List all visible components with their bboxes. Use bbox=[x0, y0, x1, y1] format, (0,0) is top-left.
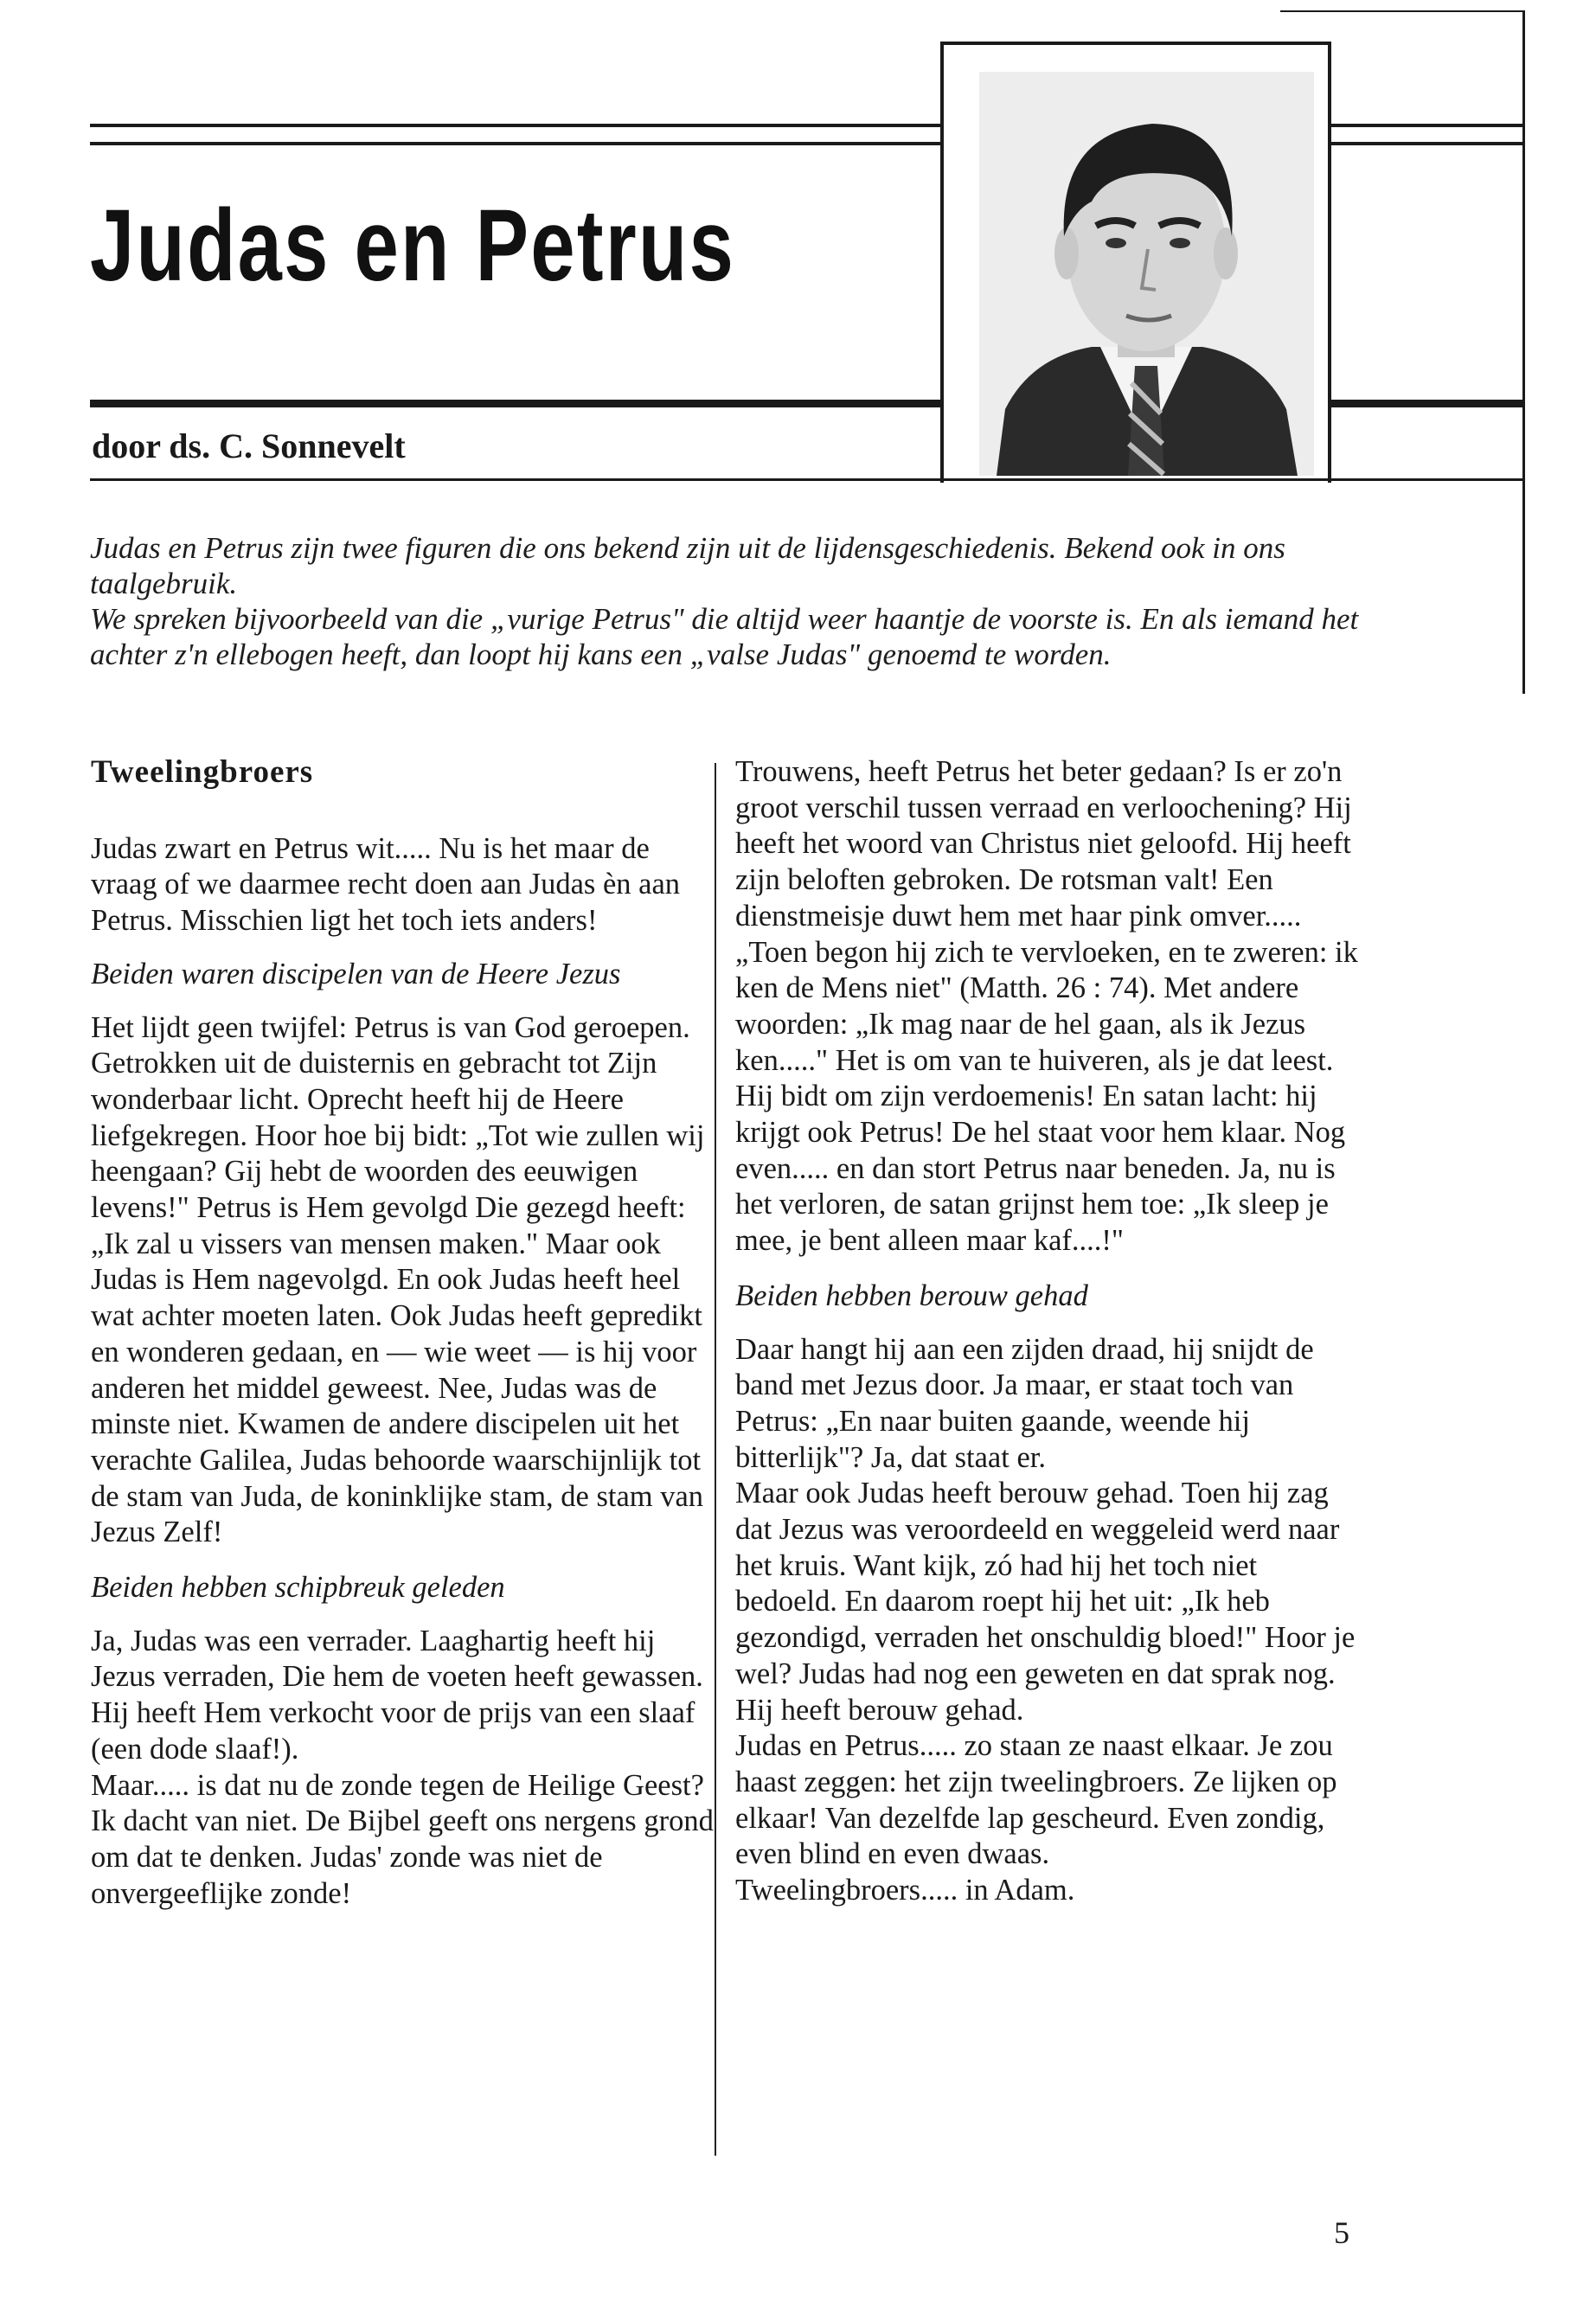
paragraph: Maar..... is dat nu de zonde tegen de Heilige Geest? Ik dacht van niet. De Bijbel geeft ons nergens grond om dat te denken. Judas' zonde was niet de onvergeeflijke zonde! bbox=[91, 1768, 714, 1910]
paragraph: Daar hangt hij aan een zijden draad, hij snijdt de band met Jezus door. Ja maar, er staat toch van Petrus: „En naar buiten gaande, weende hij bitterlijk"? Ja, dat staat er. bbox=[735, 1332, 1314, 1474]
paragraph: Trouwens, heeft Petrus het beter gedaan? Is er zo'n groot verschil tussen verraad en verloochening? Hij heeft het woord van Christus niet geloofd. Hij heeft zijn beloften gebroken. De rotsman valt! Een dienstmeisje duwt hem met haar pink omver..... bbox=[735, 755, 1352, 933]
column-divider bbox=[715, 763, 716, 2156]
intro-line-1: Judas en Petrus zijn twee figuren die ons bekend zijn uit de lijdensgeschiedenis. Bekend ook in ons taalgebruik. bbox=[90, 531, 1285, 600]
paragraph: Judas zwart en Petrus wit..... Nu is het maar de vraag of we daarmee recht doen aan Judas èn aan Petrus. Misschien ligt het toch iets anders! bbox=[91, 831, 681, 938]
subheading: Beiden hebben berouw gehad bbox=[735, 1279, 1088, 1312]
left-column bbox=[91, 754, 714, 1912]
right-column bbox=[735, 754, 1358, 1909]
subheading: Beiden waren discipelen van de Heere Jezus bbox=[91, 957, 621, 990]
section-heading: Tweelingbroers bbox=[91, 754, 314, 790]
author-portrait bbox=[979, 72, 1314, 476]
byline: door ds. C. Sonnevelt bbox=[92, 426, 406, 465]
paragraph: Maar ook Judas heeft berouw gehad. Toen hij zag dat Jezus was veroordeeld en weggeleid werd naar het kruis. Want kijk, zó had hij het toch niet bedoeld. En daarom roept hij het uit: „Ik heb gezondigd, verraden het onschuldig bloed!" Hoor je wel? Judas had nog een geweten en dat sprak nog. Hij heeft berouw gehad. bbox=[735, 1477, 1356, 1727]
intro-line-2: We spreken bijvoorbeeld van die „vurige Petrus" die altijd weer haantje de voorste is. En als iemand het achter z'n ellebogen heeft, dan loopt hij kans een „valse Judas" genoemd te worden. bbox=[90, 602, 1359, 671]
photo-frame-left bbox=[940, 42, 944, 483]
subheading: Beiden hebben schipbreuk geleden bbox=[91, 1571, 505, 1605]
article-title: Judas en Petrus bbox=[90, 189, 736, 303]
header-rule-second bbox=[90, 142, 942, 145]
paragraph: „Toen begon hij zich te vervloeken, en te zweren: ik ken de Mens niet" (Matth. 26 : 74). Met andere woorden: „Ik mag naar de hel gaan, als ik Jezus ken....." Het is om van te huiveren, als je dat leest. Hij bidt om zijn verdoemenis! En satan lacht: hij krijgt ook Petrus! De hel staat voor hem klaar. Nog even..... en dan stort Petrus naar beneden. Ja, nu is het verloren, de satan grijnst hem toe: „Ik sleep je mee, je bent alleen maar kaf....!" bbox=[735, 935, 1358, 1258]
paragraph: Judas en Petrus..... zo staan ze naast elkaar. Je zou haast zeggen: het zijn tweelingbroers. Ze lijken op elkaar! Van dezelfde lap gescheurd. Even zondig, even blind en even dwaas. bbox=[735, 1729, 1337, 1871]
corner-rule-right bbox=[1522, 10, 1525, 694]
corner-rule-top bbox=[1280, 10, 1525, 12]
intro-paragraph bbox=[90, 530, 1370, 672]
header-rule-thick bbox=[90, 400, 942, 407]
right-rule-second bbox=[1330, 142, 1523, 145]
photo-frame-right bbox=[1328, 42, 1331, 483]
right-rule-top bbox=[1330, 124, 1523, 127]
page-number: 5 bbox=[1334, 2215, 1349, 2250]
header-rule-top bbox=[90, 124, 942, 127]
paragraph: Ja, Judas was een verrader. Laaghartig heeft hij Jezus verraden, Die hem de voeten heeft gewassen. Hij heeft Hem verkocht voor de prijs van een slaaf (een dode slaaf!). bbox=[91, 1624, 703, 1766]
paragraph: Tweelingbroers..... in Adam. bbox=[735, 1874, 1075, 1907]
paragraph: Het lijdt geen twijfel: Petrus is van God geroepen. Getrokken uit de duisternis en gebracht tot Zijn wonderbaar licht. Oprecht heeft hij de Heere liefgekregen. Hoor hoe bij bidt: „Tot wie zullen wij heengaan? Gij hebt de woorden des eeuwigen levens!" Petrus is Hem gevolgd Die gezegd heeft: „Ik zal u vissers van mensen maken." Maar ook Judas is Hem nagevolgd. En ook Judas heeft heel wat achter moeten laten. Ook Judas heeft gepredikt en wonderen gedaan, en — wie weet — is hij voor anderen het middel geweest. Nee, Judas was de minste niet. Kwamen de andere discipelen uit het verachte Galilea, Judas behoorde waarschijnlijk tot de stam van Juda, de koninklijke stam, de stam van Jezus Zelf! bbox=[91, 1010, 705, 1549]
right-rule-thick bbox=[1330, 400, 1523, 407]
photo-frame-top bbox=[940, 42, 1331, 45]
header-rule-bottom bbox=[90, 478, 1523, 481]
